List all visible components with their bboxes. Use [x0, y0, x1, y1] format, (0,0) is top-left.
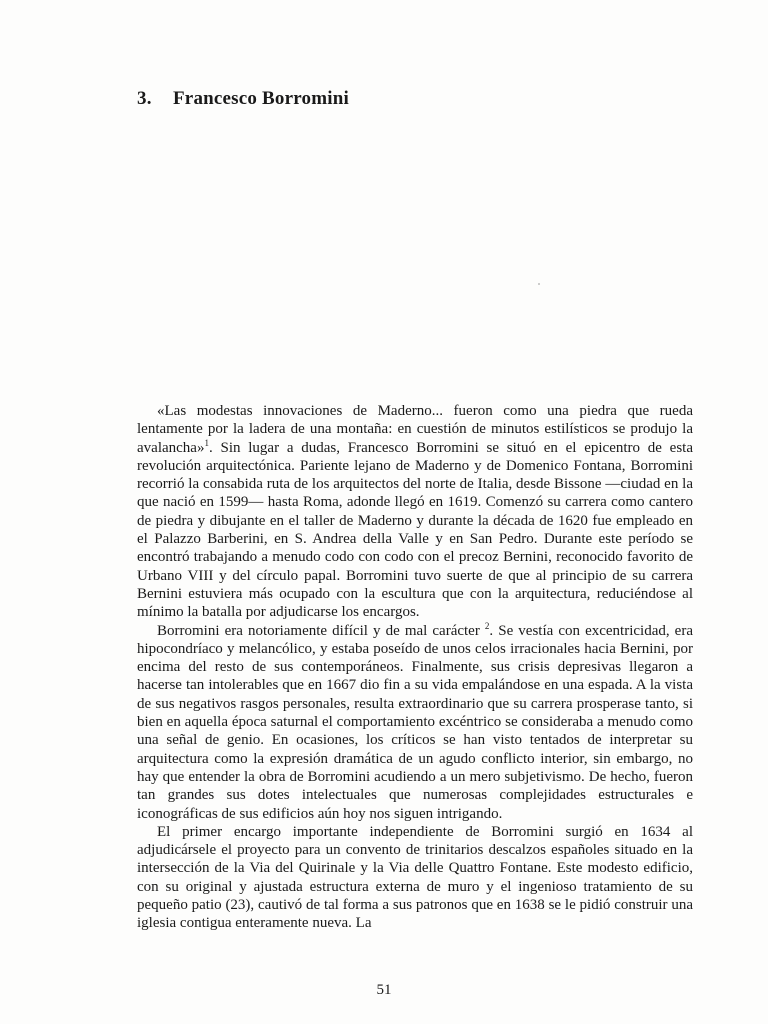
footnote-ref[interactable]: 1 — [204, 437, 209, 448]
paragraph — [137, 402, 693, 622]
chapter-number: 3. — [137, 88, 152, 109]
body-text — [137, 402, 693, 933]
paragraph-text: Borromini era notoriamente difícil y de mal carácter — [157, 622, 485, 639]
paragraph — [137, 823, 693, 933]
chapter-heading — [137, 88, 349, 110]
chapter-title: Francesco Borromini — [173, 88, 349, 109]
page-number: 51 — [376, 982, 392, 998]
paragraph-text: El primer encargo importante independiente de Borromini surgió en 1634 al adjudicársele el proyecto para un convento de trinitarios descalzos españoles situado en la intersección de la Via del Quirinale y la Via delle Quattro Fontane. Este modesto edificio, con su original y ajustada estructura externa de muro y el ingenioso tratamiento de su pequeño patio (23), cautivó de tal forma a sus patronos que en 1638 se le pidió construir una iglesia contigua enteramente nueva. La — [137, 823, 693, 932]
footnote-ref[interactable]: 2 — [484, 620, 490, 631]
paragraph-text: . Se vestía con excentricidad, era hipocondríaco y melancólico, y estaba poseído de unos celos irracionales hacia Bernini, por encima del resto de sus contemporáneos. Finalmente, sus crisis depresivas llegaron a hacerse tan intolerables que en 1667 dio fin a su vida empalándose en una espada. A la vista de sus negativos rasgos personales, resulta extraordinario que su carrera prosperase tanto, si bien en aquella época saturnal el comportamiento excéntrico se consideraba a menudo como una señal de genio. En ocasiones, los críticos se han visto tentados de interpretar su arquitectura como la expresión dramática de un agudo conflicto interior, sin embargo, no hay que entender la obra de Borromini acudiendo a un mero subjetivismo. De hecho, fueron tan grandes sus dotes intelectuales que numerosas complejidades estructurales e iconográficas de sus edificios aún hoy nos siguen intrigando. — [137, 622, 693, 822]
paragraph-text: . Sin lugar a dudas, Francesco Borromini se situó en el epicentro de esta revolución arquitectónica. Pariente lejano de Maderno y de Domenico Fontana, Borromini recorrió la consabida ruta de los arquitectos del norte de Italia, desde Bissone —ciudad en la que nació en 1599— hasta Roma, adonde llegó en 1619. Comenzó su carrera como cantero de piedra y dibujante en el taller de Maderno y durante la década de 1620 fue empleado en el Palazzo Barberini, en S. Andrea della Valle y en San Pedro. Durante este período se encontró trabajando a menudo codo con codo con el precoz Bernini, reconocido favorito de Urbano VIII y del círculo papal. Borromini tuvo suerte de que al principio de su carrera Bernini estuviera más ocupado con la escultura que con la arquitectura, reduciéndose al mínimo la batalla por adjudicarse los encargos. — [137, 439, 693, 621]
paper-speck — [538, 283, 540, 285]
paragraph-text: «Las modestas innovaciones de Maderno... fueron como una piedra que rueda lentamente por la ladera de una montaña: en cuestión de minutos estilísticos se produjo la avalancha» — [137, 403, 693, 456]
paragraph — [137, 622, 693, 823]
